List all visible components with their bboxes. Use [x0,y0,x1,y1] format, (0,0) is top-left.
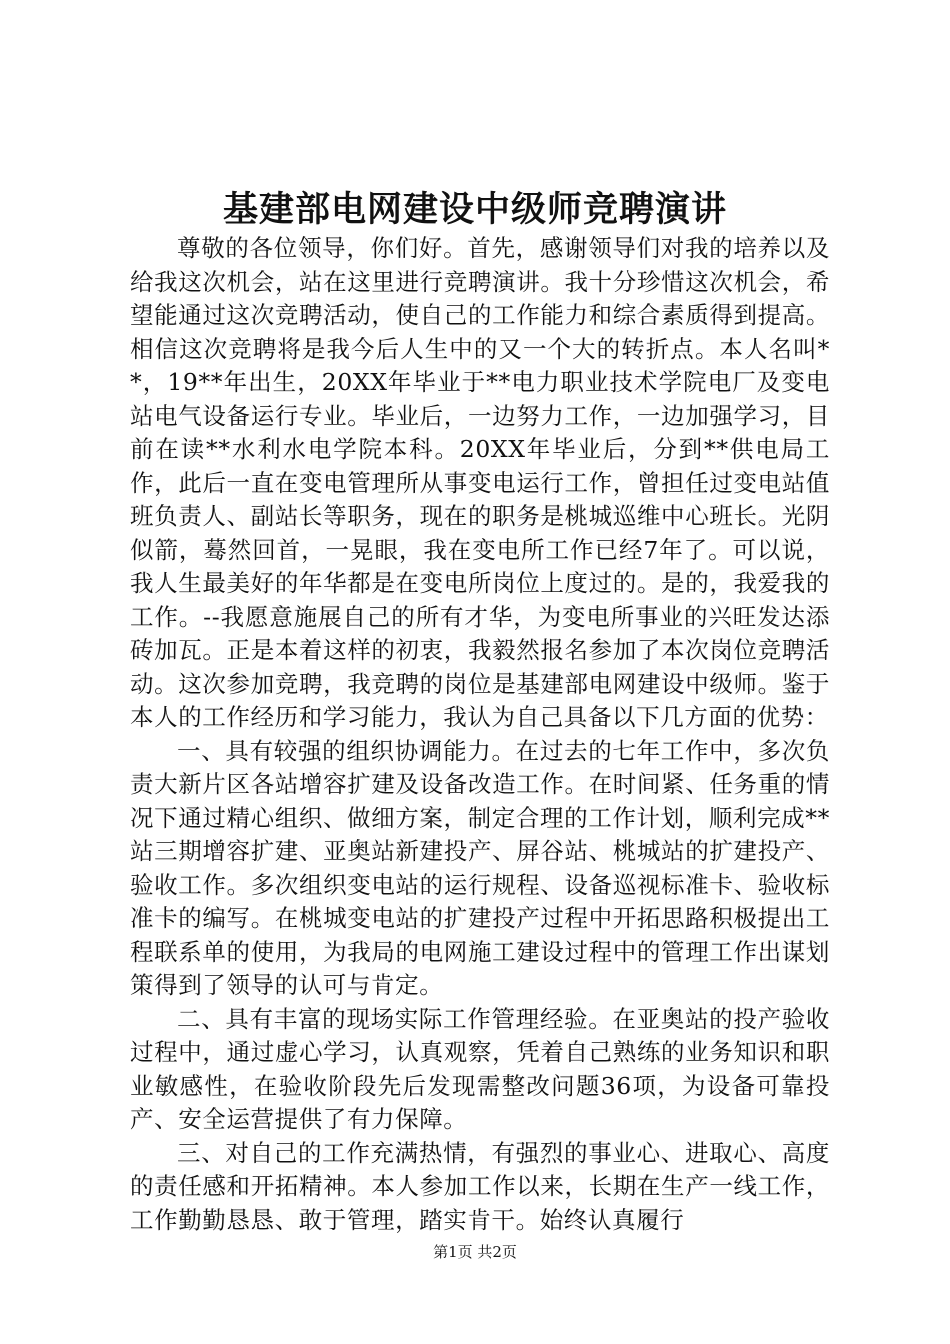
paragraph-advantage-3: 三、对自己的工作充满热情，有强烈的事业心、进取心、高度的责任感和开拓精神。本人参加工作以来，长期在生产一线工作，工作勤勤恳恳、敢于管理，踏实肯干。始终认真履行 [130,1138,830,1234]
paragraph-advantage-1: 一、具有较强的组织协调能力。在过去的七年工作中，多次负责大新片区各站增容扩建及设备改造工作。在时间紧、任务重的情况下通过精心组织、做细方案，制定合理的工作计划，顺利完成**站三期增容扩建、亚奥站新建投产、屏谷站、桃城站的扩建投产、验收工作。多次组织变电站的运行规程、设备巡视标准卡、验收标准卡的编写。在桃城变电站的扩建投产过程中开拓思路积极提出工程联系单的使用，为我局的电网施工建设过程中的管理工作出谋划策得到了领导的认可与肯定。 [130,736,830,999]
paragraph-advantage-2: 二、具有丰富的现场实际工作管理经验。在亚奥站的投产验收过程中，通过虚心学习，认真观察，凭着自己熟练的业务知识和职业敏感性，在验收阶段先后发现需整改问题36项，为设备可靠投产、安全运营提供了有力保障。 [130,1004,830,1133]
page-number-footer: 第1页 共2页 [433,1243,517,1261]
paragraph-intro: 尊敬的各位领导，你们好。首先，感谢领导们对我的培养以及给我这次机会，站在这里进行竞聘演讲。我十分珍惜这次机会，希望能通过这次竞聘活动，使自己的工作能力和综合素质得到提高。相信这次竞聘将是我今后人生中的又一个大的转折点。本人名叫**，19**年出生，20XX年毕业于**电力职业技术学院电厂及变电站电气设备运行专业。毕业后，一边努力工作，一边加强学习，目前在读**水利水电学院本科。20XX年毕业后，分到**供电局工作，此后一直在变电管理所从事变电运行工作，曾担任过变电站值班负责人、副站长等职务，现在的职务是桃城巡维中心班长。光阴似箭，蓦然回首，一晃眼，我在变电所工作已经7年了。可以说，我人生最美好的年华都是在变电所岗位上度过的。是的，我爱我的工作。--我愿意施展自己的所有才华，为变电所事业的兴旺发达添砖加瓦。正是本着这样的初衷，我毅然报名参加了本次岗位竞聘活动。这次参加竞聘，我竞聘的岗位是基建部电网建设中级师。鉴于本人的工作经历和学习能力，我认为自己具备以下几方面的优势： [130,234,830,731]
document-body [130,232,830,1237]
document-title: 基建部电网建设中级师竞聘演讲 [222,189,727,230]
